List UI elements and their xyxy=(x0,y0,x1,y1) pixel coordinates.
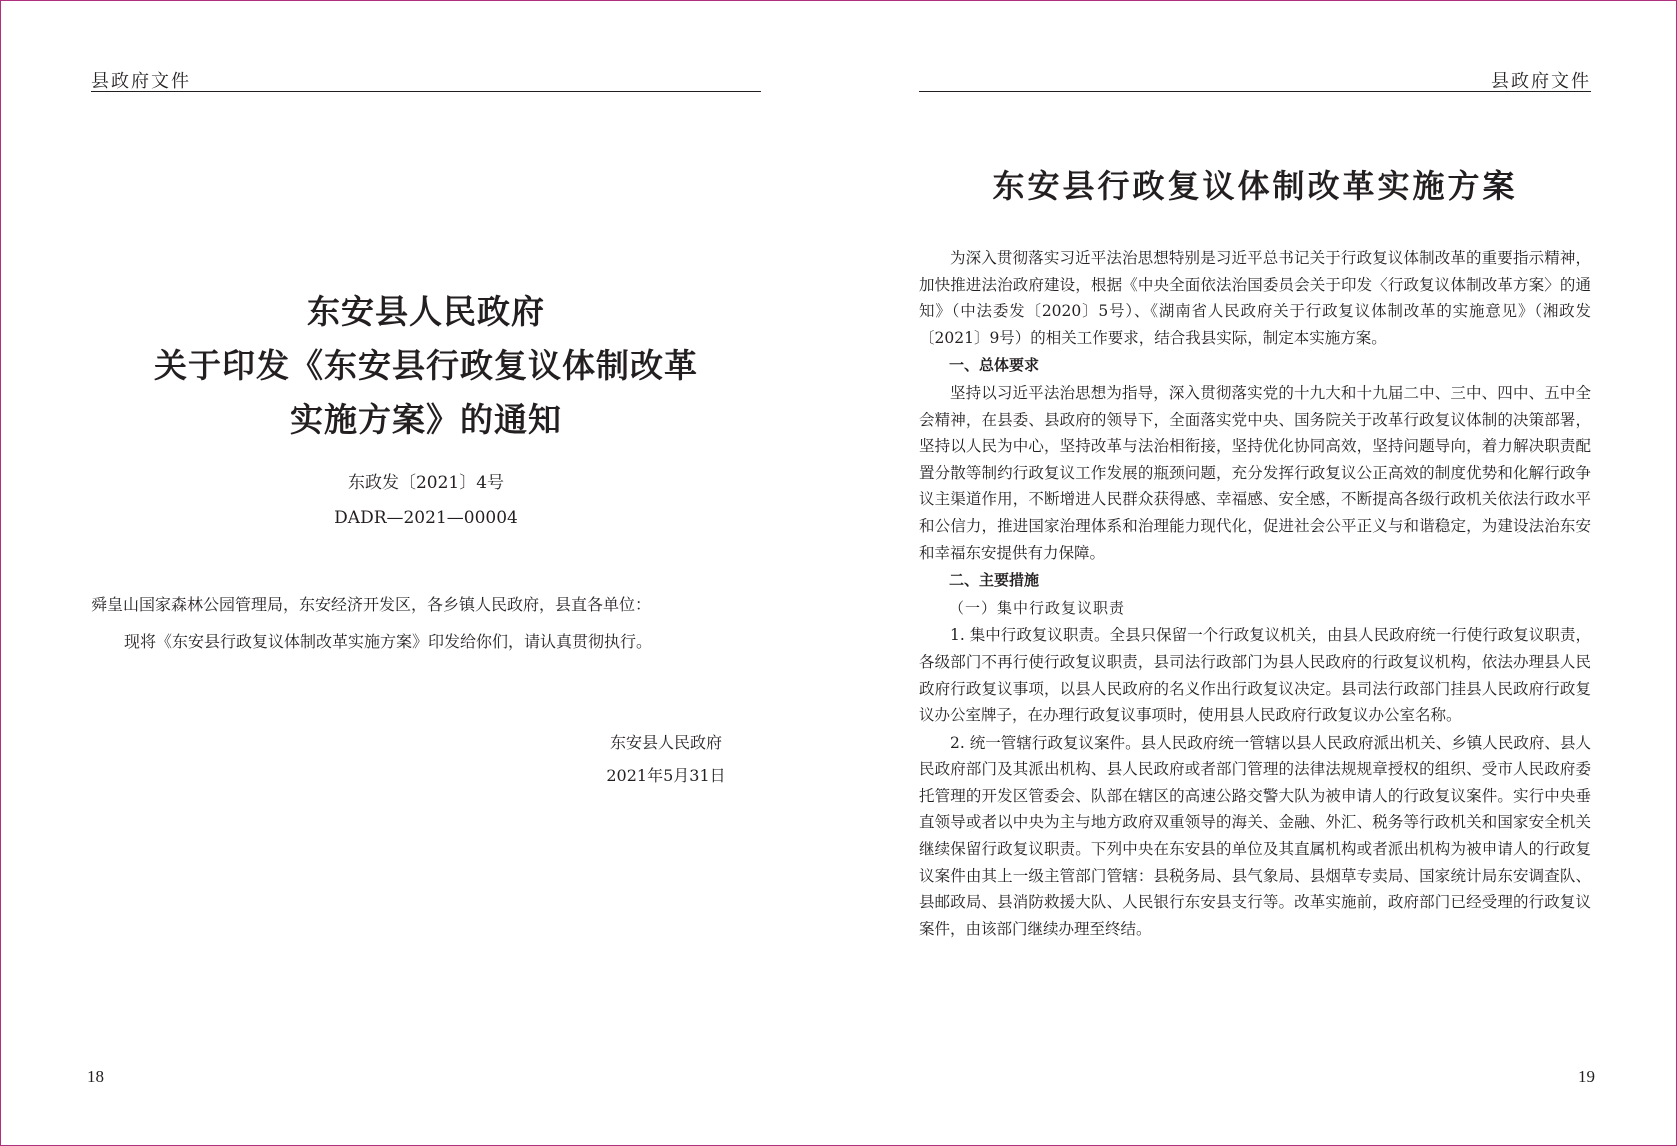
notice-title-line: 实施方案》的通知 xyxy=(290,400,562,439)
signature-date: 2021年5月31日 xyxy=(606,766,726,785)
section-paragraph: 坚持以习近平法治思想为指导，深入贯彻落实党的十九大和十九届二中、三中、四中、五中全会精神，在县委、县政府的领导下，全面落实党中央、国务院关于改革行政复议体制的决策部署，坚持以人民为中心，坚持改革与法治相衔接，坚持优化协同高效，坚持问题导向，着力解决职责配置分散等制约行政复议工作发展的瓶颈问题，充分发挥行政复议公正高效的制度优势和化解行政争议主渠道作用，不断增进人民群众获得感、幸福感、安全感，不断提高各级行政机关依法行政水平和公信力，推进国家治理体系和治理能力现代化，促进社会公平正义与和谐稳定，为建设法治东安和幸福东安提供有力保障。 xyxy=(919,383,1591,562)
signature-block xyxy=(531,726,801,792)
plan-body xyxy=(919,245,1591,942)
header-rule xyxy=(91,91,761,92)
signature-organization: 东安县人民政府 xyxy=(609,733,722,752)
section-heading: 二、主要措施 xyxy=(949,571,1040,590)
right-page xyxy=(839,1,1677,1145)
notice-title-line: 关于印发《东安县行政复议体制改革 xyxy=(154,346,698,385)
notice-title-line: 东安县人民政府 xyxy=(307,292,545,331)
running-header: 县政府文件 xyxy=(1491,71,1591,92)
document-code: DADR—2021—00004 xyxy=(334,508,518,528)
plan-title: 东安县行政复议体制改革实施方案 xyxy=(992,167,1518,205)
document-number: 东政发〔2021〕4号 xyxy=(347,473,505,493)
intro-paragraph: 为深入贯彻落实习近平法治思想特别是习近平总书记关于行政复议体制改革的重要指示精神，加快推进法治政府建设，根据《中央全面依法治国委员会关于印发〈行政复议体制改革方案〉的通知》（中法委发〔2020〕5号）、《湖南省人民政府关于行政复议体制改革的实施意见》（湘政发〔2021〕9号）的相关工作要求，结合我县实际，制定本实施方案。 xyxy=(919,249,1591,347)
subsection-heading: （一）集中行政复议职责 xyxy=(949,598,1126,617)
page-number: 18 xyxy=(87,1067,104,1086)
left-page xyxy=(1,1,839,1145)
page-number: 19 xyxy=(1578,1067,1595,1086)
document-number-block xyxy=(91,466,761,536)
running-header: 县政府文件 xyxy=(91,71,191,92)
notice-title xyxy=(91,285,761,447)
notice-body: 现将《东安县行政复议体制改革实施方案》印发给你们，请认真贯彻执行。 xyxy=(124,632,653,651)
item-paragraph: 1. 集中行政复议职责。全县只保留一个行政复议机关，由县人民政府统一行使行政复议职责，各级部门不再行使行政复议职责，县司法行政部门为县人民政府的行政复议机构，依法办理县人民政府行政复议事项，以县人民政府的名义作出行政复议决定。县司法行政部门挂县人民政府行政复议办公室牌子，在办理行政复议事项时，使用县人民政府行政复议办公室名称。 xyxy=(919,626,1591,725)
item-paragraph: 2. 统一管辖行政复议案件。县人民政府统一管辖以县人民政府派出机关、乡镇人民政府、县人民政府部门及其派出机构、县人民政府或者部门管理的法律法规规章授权的组织、受市人民政府委托管理的开发区管委会、队部在辖区的高速公路交警大队为被申请人的行政复议案件。实行中央垂直领导或者以中央为主与地方政府双重领导的海关、金融、外汇、税务等行政机关和国家安全机关继续保留行政复议职责。下列中央在东安县的单位及其直属机构或者派出机构为被申请人的行政复议案件由其上一级主管部门管辖：县税务局、县气象局、县烟草专卖局、国家统计局东安调查队、县邮政局、县消防救援大队、人民银行东安县支行等。改革实施前，政府部门已经受理的行政复议案件，由该部门继续办理至终结。 xyxy=(919,733,1591,938)
header-rule xyxy=(919,91,1591,92)
section-heading: 一、总体要求 xyxy=(949,356,1040,375)
addressee: 舜皇山国家森林公园管理局，东安经济开发区，各乡镇人民政府，县直各单位： xyxy=(91,595,652,614)
